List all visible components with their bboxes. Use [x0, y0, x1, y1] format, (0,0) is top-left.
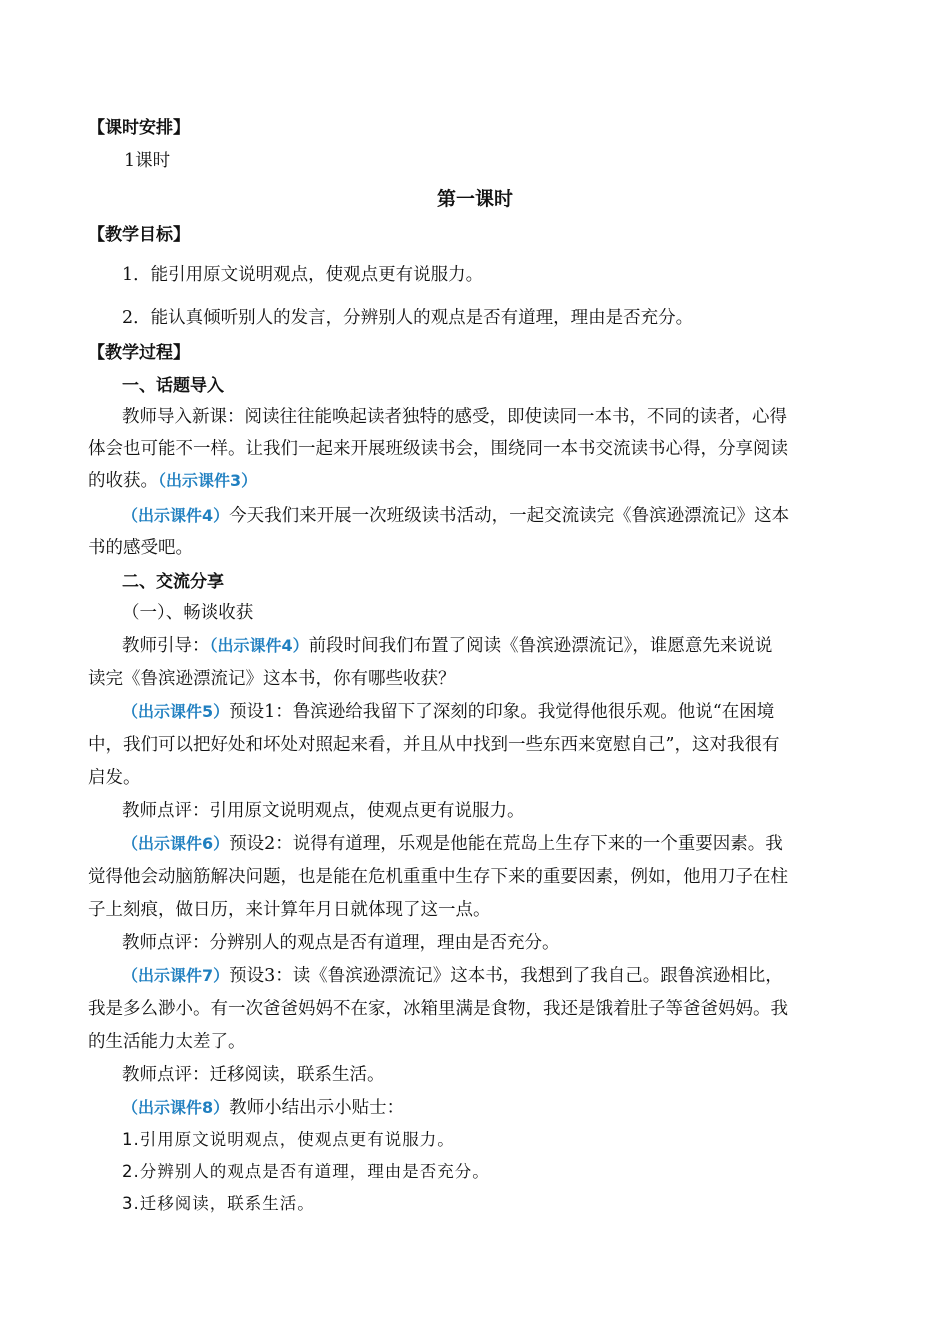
paragraph-3-text: 前段时间我们布置了阅读《鲁滨逊漂流记》，谁愿意先来说说: [308, 636, 773, 656]
paragraph-2-line-2: 书的感受吧。: [88, 538, 193, 558]
schedule-heading: 【课时安排】: [88, 118, 190, 138]
process-heading: 【教学过程】: [88, 343, 190, 363]
tip-3: 3.迁移阅读，联系生活。: [122, 1194, 315, 1213]
lesson-title: 第一课时: [436, 188, 513, 210]
paragraph-4-line-3: 启发。: [88, 768, 141, 788]
paragraph-2-text: 今天我们来开展一次班级读书活动，一起交流读完《鲁滨逊漂流记》这本: [229, 506, 790, 526]
paragraph-6-line-1: [122, 832, 866, 856]
paragraph-6-line-2: 觉得他会动脑筋解决问题，也是能在危机重重中生存下来的重要因素，例如，他用刀子在柱: [88, 867, 788, 887]
schedule-value: 1课时: [124, 151, 171, 171]
part-1-heading: 一、话题导入: [122, 376, 224, 396]
paragraph-10: [122, 1096, 866, 1120]
paragraph-3-line-1: [122, 634, 866, 658]
paragraph-1-line-1: 教师导入新课：阅读往往能唤起读者独特的感受，即使读同一本书，不同的读者，心得: [122, 407, 787, 427]
paragraph-5: 教师点评：引用原文说明观点，使观点更有说服力。: [122, 801, 525, 821]
paragraph-7: 教师点评：分辨别人的观点是否有道理，理由是否充分。: [122, 933, 560, 953]
paragraph-8-line-3: 的生活能力太差了。: [88, 1032, 246, 1052]
paragraph-8-text: 预设3：读《鲁滨逊漂流记》这本书，我想到了我自己。跟鲁滨逊相比，: [229, 966, 783, 986]
goals-heading: 【教学目标】: [88, 225, 190, 245]
courseware-tag: （出示课件6）: [122, 834, 230, 853]
goal-2: 2．能认真倾听别人的发言，分辨别人的观点是否有道理，理由是否充分。: [122, 308, 694, 328]
courseware-tag: （出示课件4）: [122, 506, 230, 525]
paragraph-4-text: 预设1：鲁滨逊给我留下了深刻的印象。我觉得他很乐观。他说“在困境: [229, 702, 775, 722]
goal-1: 1．能引用原文说明观点，使观点更有说服力。: [122, 265, 484, 285]
paragraph-2-line-1: [122, 504, 866, 528]
paragraph-3-label: 教师引导：: [122, 636, 210, 656]
part-2-heading: 二、交流分享: [122, 572, 224, 592]
paragraph-1-line-3: [88, 469, 866, 493]
tip-1: 1.引用原文说明观点，使观点更有说服力。: [122, 1130, 455, 1149]
courseware-tag: （出示课件5）: [122, 702, 230, 721]
paragraph-8-line-1: [122, 964, 866, 988]
paragraph-1-line-2: 体会也可能不一样。让我们一起来开展班级读书会，围绕同一本书交流读书心得，分享阅读: [88, 439, 788, 459]
courseware-tag: （出示课件7）: [122, 966, 230, 985]
paragraph-6-line-3: 子上刻痕，做日历，来计算年月日就体现了这一点。: [88, 900, 491, 920]
sub-1-heading: （一）、畅谈收获: [122, 603, 254, 623]
paragraph-8-line-2: 我是多么渺小。有一次爸爸妈妈不在家，冰箱里满是食物，我还是饿着肚子等爸爸妈妈。我: [88, 999, 788, 1019]
paragraph-9: 教师点评：迁移阅读，联系生活。: [122, 1065, 385, 1085]
courseware-tag: （出示课件8）: [122, 1098, 230, 1117]
paragraph-10-text: 教师小结出示小贴士：: [229, 1098, 405, 1118]
paragraph-4-line-2: 中，我们可以把好处和坏处对照起来看，并且从中找到一些东西来宽慰自己”，这对我很有: [88, 735, 780, 755]
paragraph-1-text: 的收获。: [88, 471, 158, 491]
paragraph-3-line-2: 读完《鲁滨逊漂流记》这本书，你有哪些收获？: [88, 669, 456, 689]
paragraph-4-line-1: [122, 700, 866, 724]
tip-2: 2.分辨别人的观点是否有道理，理由是否充分。: [122, 1162, 490, 1181]
courseware-tag: （出示课件4）: [209, 636, 309, 655]
courseware-tag: （出示课件3）: [158, 471, 258, 490]
paragraph-6-text: 预设2：说得有道理，乐观是他能在荒岛上生存下来的一个重要因素。我: [229, 834, 783, 854]
